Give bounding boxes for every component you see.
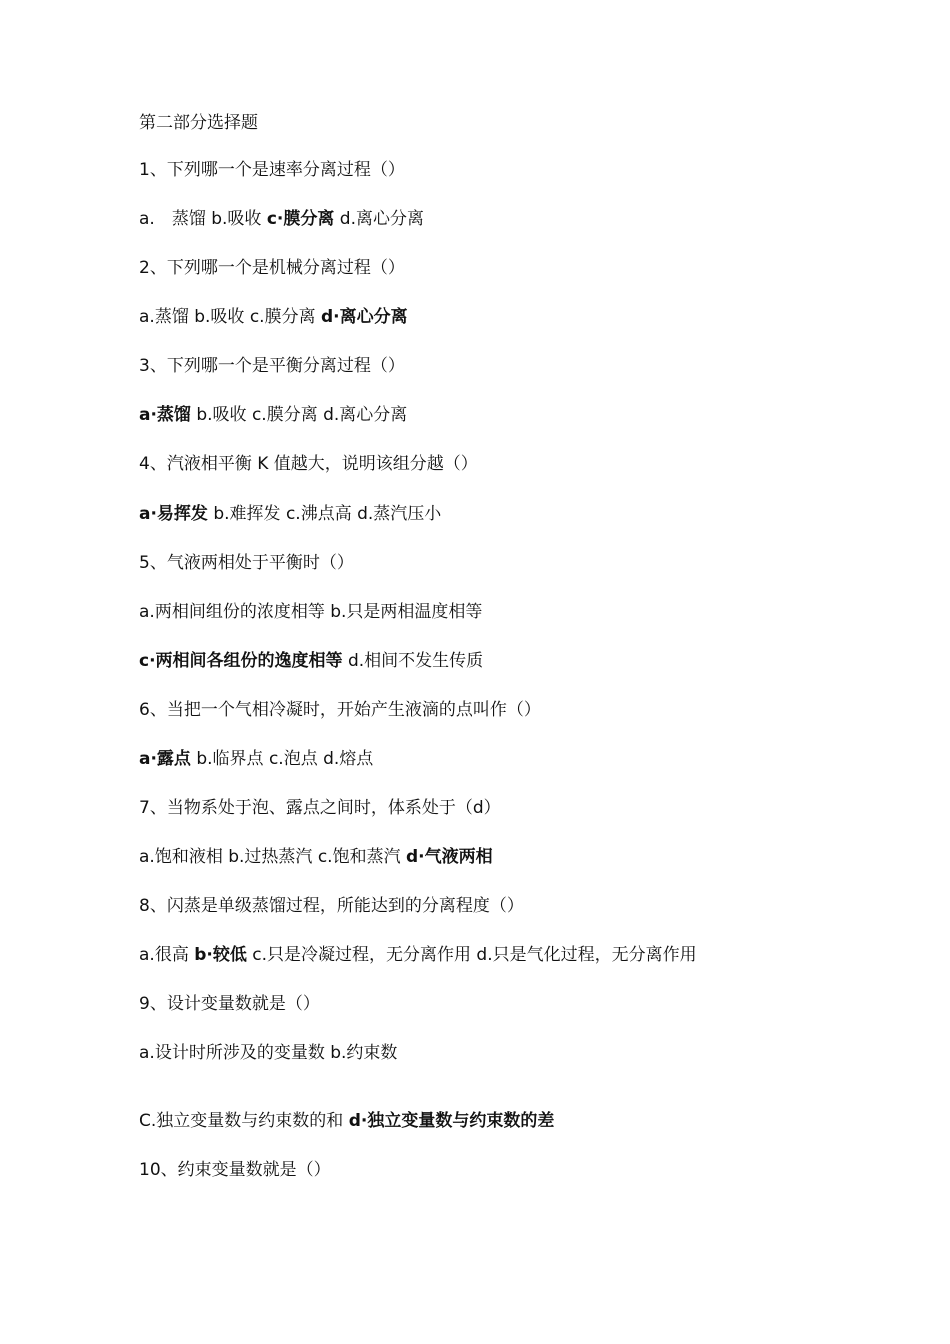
options-text: a. 蒸馏 b.吸收 [139,209,267,229]
options-text: a.很高 [139,945,195,965]
question-2-options [139,305,408,329]
question-8-options [139,943,697,967]
question-10: 10、约束变量数就是（） [139,1160,331,1180]
answer-text: d·离心分离 [320,307,408,327]
answer-text: d·气液两相 [405,847,493,867]
options-text: b.吸收 c.膜分离 d.离心分离 [190,405,408,425]
question-1-options [139,207,424,231]
question-7-options [139,845,493,869]
question-1: 1、下列哪一个是速率分离过程（） [139,160,405,180]
question-4-options [139,502,441,526]
question-5-options-2 [139,649,483,673]
options-text: b.临界点 c.泡点 d.熔点 [190,749,374,769]
question-2: 2、下列哪一个是机械分离过程（） [139,258,405,278]
question-3-options [139,403,407,427]
question-5: 5、气液两相处于平衡时（） [139,553,354,573]
answer-text: b·较低 [194,945,247,965]
answer-text: d·独立变量数与约束数的差 [348,1111,555,1131]
options-text: c.只是冷凝过程，无分离作用 d.只是气化过程，无分离作用 [246,945,697,965]
question-4: 4、汽液相平衡 K 值越大，说明该组分越（） [139,454,478,474]
options-text: d.相间不发生传质 [342,651,484,671]
question-6: 6、当把一个气相冷凝时，开始产生液滴的点叫作（） [139,700,541,720]
question-6-options [139,747,373,771]
options-text: b.难挥发 c.沸点高 d.蒸汽压小 [207,504,442,524]
question-7: 7、当物系处于泡、露点之间时，体系处于（d） [139,798,501,818]
answer-text: c·膜分离 [266,209,335,229]
answer-text: a·易挥发 [139,504,208,524]
options-text: a.饱和液相 b.过热蒸汽 c.饱和蒸汽 [139,847,406,867]
question-5-options-1: a.两相间组份的浓度相等 b.只是两相温度相等 [139,602,483,622]
answer-text: a·露点 [139,749,191,769]
question-9-options-2 [139,1109,554,1133]
options-text: C.独立变量数与约束数的和 [139,1111,349,1131]
section-title: 第二部分选择题 [139,113,258,133]
options-text: a.蒸馏 b.吸收 c.膜分离 [139,307,321,327]
answer-text: a·蒸馏 [139,405,191,425]
question-9: 9、设计变量数就是（） [139,994,320,1014]
options-text: d.离心分离 [334,209,424,229]
answer-text: c·两相间各组份的逸度相等 [139,651,343,671]
question-3: 3、下列哪一个是平衡分离过程（） [139,356,405,376]
question-8: 8、闪蒸是单级蒸馏过程，所能达到的分离程度（） [139,896,524,916]
question-9-options-1: a.设计时所涉及的变量数 b.约束数 [139,1043,398,1063]
